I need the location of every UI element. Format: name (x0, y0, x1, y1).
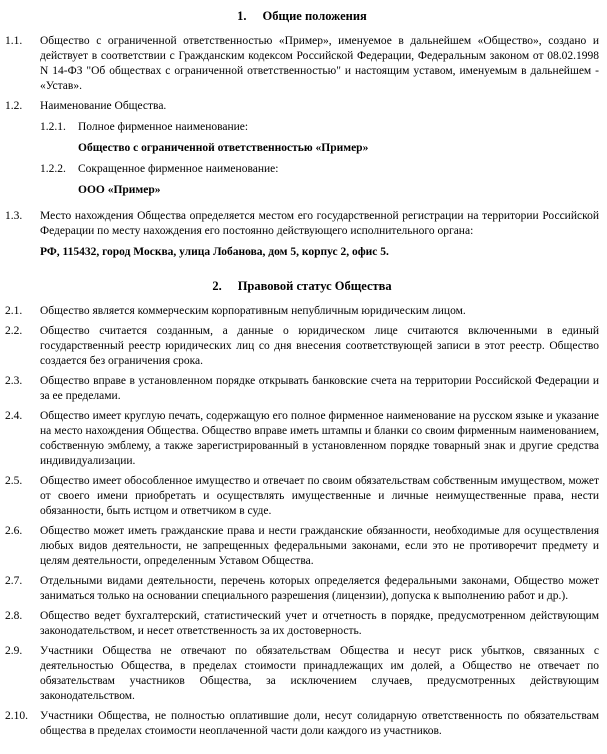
clause-item (5, 374, 599, 404)
clause-item (5, 524, 599, 569)
subclause-number: 1.2.1. (40, 121, 66, 133)
clause-text: Общество является коммерческим корпоративным непубличным юридическим лицом. (40, 305, 466, 317)
clause-item (5, 474, 599, 519)
clause-text: Общество вправе в установленном порядке открывать банковские счета на территории Российской Федерации и за ее пределами. (40, 375, 599, 402)
clause-number: 1.2. (5, 100, 23, 112)
clause-item (5, 609, 599, 639)
section-items (5, 304, 599, 739)
clause-body (40, 574, 599, 604)
clause-body (40, 209, 599, 260)
clause-text: Отдельными видами деятельности, перечень которых определяется федеральными законами, Общество может заниматься только на основании специального разрешения (лицензии), допуска к выполнению работ и др.). (40, 575, 599, 602)
clause-item (5, 409, 599, 469)
clause-number: 2.4. (5, 410, 23, 422)
subclause-list (40, 120, 599, 198)
document-section (5, 8, 599, 260)
clause-body (40, 709, 599, 739)
document-section (5, 278, 599, 739)
subclause-number: 1.2.2. (40, 163, 66, 175)
clause-number: 2.8. (5, 610, 23, 622)
clause-text: Место нахождения Общества определяется местом его государственной регистрации на территории Российской Федерации по месту нахождения его постоянно действующего исполнительного органа: (40, 210, 599, 237)
clause-text: Общество считается созданным, а данные о юридическом лице считаются включенными в единый государственный реестр юридических лиц со дня внесения соответствующей записи в этот реестр. Общество создается без ограничения срока. (40, 325, 599, 367)
clause-body (40, 609, 599, 639)
section-heading (5, 8, 599, 24)
clause-body (40, 304, 599, 319)
clause-body (40, 524, 599, 569)
subclause-label: Сокращенное фирменное наименование: (78, 163, 279, 175)
clause-number: 2.2. (5, 325, 23, 337)
clause-body (40, 474, 599, 519)
clause-bold-text: РФ, 115432, город Москва, улица Лобанова, дом 5, корпус 2, офис 5. (40, 246, 389, 258)
clause-number: 2.5. (5, 475, 23, 487)
clause-item (5, 324, 599, 369)
clause-body (40, 644, 599, 704)
clause-item (5, 99, 599, 204)
clause-number: 2.10. (5, 710, 28, 722)
section-items (5, 34, 599, 260)
clause-number: 2.1. (5, 305, 23, 317)
clause-text: Общество имеет обособленное имущество и отвечает по своим обязательствам собственным имуществом, может от своего имени приобретать и осуществлять имущественные и личные неимущественные права, нести обязанности, быть истцом и ответчиком в суде. (40, 475, 599, 517)
subclause-item (40, 162, 599, 198)
clause-body (40, 374, 599, 404)
clause-text: Участники Общества не отвечают по обязательствам Общества и несут риск убытков, связанных с деятельностью Общества, в пределах стоимости принадлежащих им долей, а Общество не отвечает по обязательствам участников Общества, за исключением случаев, предусмотренных действующим законодательством. (40, 645, 599, 702)
clause-item (5, 709, 599, 739)
clause-body (40, 324, 599, 369)
clause-item (5, 644, 599, 704)
subclause-value: ООО «Пример» (78, 184, 161, 196)
subclause-label: Полное фирменное наименование: (78, 121, 249, 133)
clause-number: 2.6. (5, 525, 23, 537)
document-sections (5, 8, 599, 739)
clause-number: 1.3. (5, 210, 23, 222)
clause-item (5, 574, 599, 604)
section-number: 1. (237, 9, 247, 23)
section-number: 2. (212, 279, 222, 293)
clause-number: 2.7. (5, 575, 23, 587)
clause-number: 1.1. (5, 35, 23, 47)
clause-body (40, 34, 599, 94)
subclause-body (78, 120, 599, 156)
clause-item (5, 304, 599, 319)
clause-text: Наименование Общества. (40, 100, 167, 112)
clause-text: Общество ведет бухгалтерский, статистический учет и отчетность в порядке, предусмотренном действующим законодательством, и несет ответственность за их достоверность. (40, 610, 599, 637)
subclause-value: Общество с ограниченной ответственностью «Пример» (78, 142, 369, 154)
section-heading (5, 278, 599, 294)
clause-body (40, 409, 599, 469)
clause-item (5, 209, 599, 260)
clause-number: 2.3. (5, 375, 23, 387)
clause-text: Общество может иметь гражданские права и нести гражданские обязанности, необходимые для осуществления любых видов деятельности, не запрещенных федеральными законами, если это не противоречит предмету и целям деятельности, определенным Уставом Общества. (40, 525, 599, 567)
subclause-item (40, 120, 599, 156)
subclause-body (78, 162, 599, 198)
clause-text: Участники Общества, не полностью оплатившие доли, несут солидарную ответственность по обязательствам общества в пределах стоимости неоплаченной части доли каждого из участников. (40, 710, 599, 737)
clause-text: Общество с ограниченной ответственностью «Пример», именуемое в дальнейшем «Общество», создано и действует в соответствии с Гражданским кодексом Российской Федерации, Федеральным законом от 08.02.1998 N 14-ФЗ "Об обществах с ограниченной ответственностью" и настоящим уставом, именуемым в дальнейшем - «Устав». (40, 35, 599, 92)
clause-number: 2.9. (5, 645, 23, 657)
clause-text: Общество имеет круглую печать, содержащую его полное фирменное наименование на русском языке и указание на место нахождения Общества. Общество вправе иметь штампы и бланки со своим фирменным наименованием, собственную эмблему, а также зарегистрированный в установленном порядке товарный знак и другие средства индивидуализации. (40, 410, 599, 467)
clause-item (5, 34, 599, 94)
section-title: Правовой статус Общества (237, 279, 392, 293)
section-title: Общие положения (262, 9, 367, 23)
clause-body (40, 99, 599, 204)
